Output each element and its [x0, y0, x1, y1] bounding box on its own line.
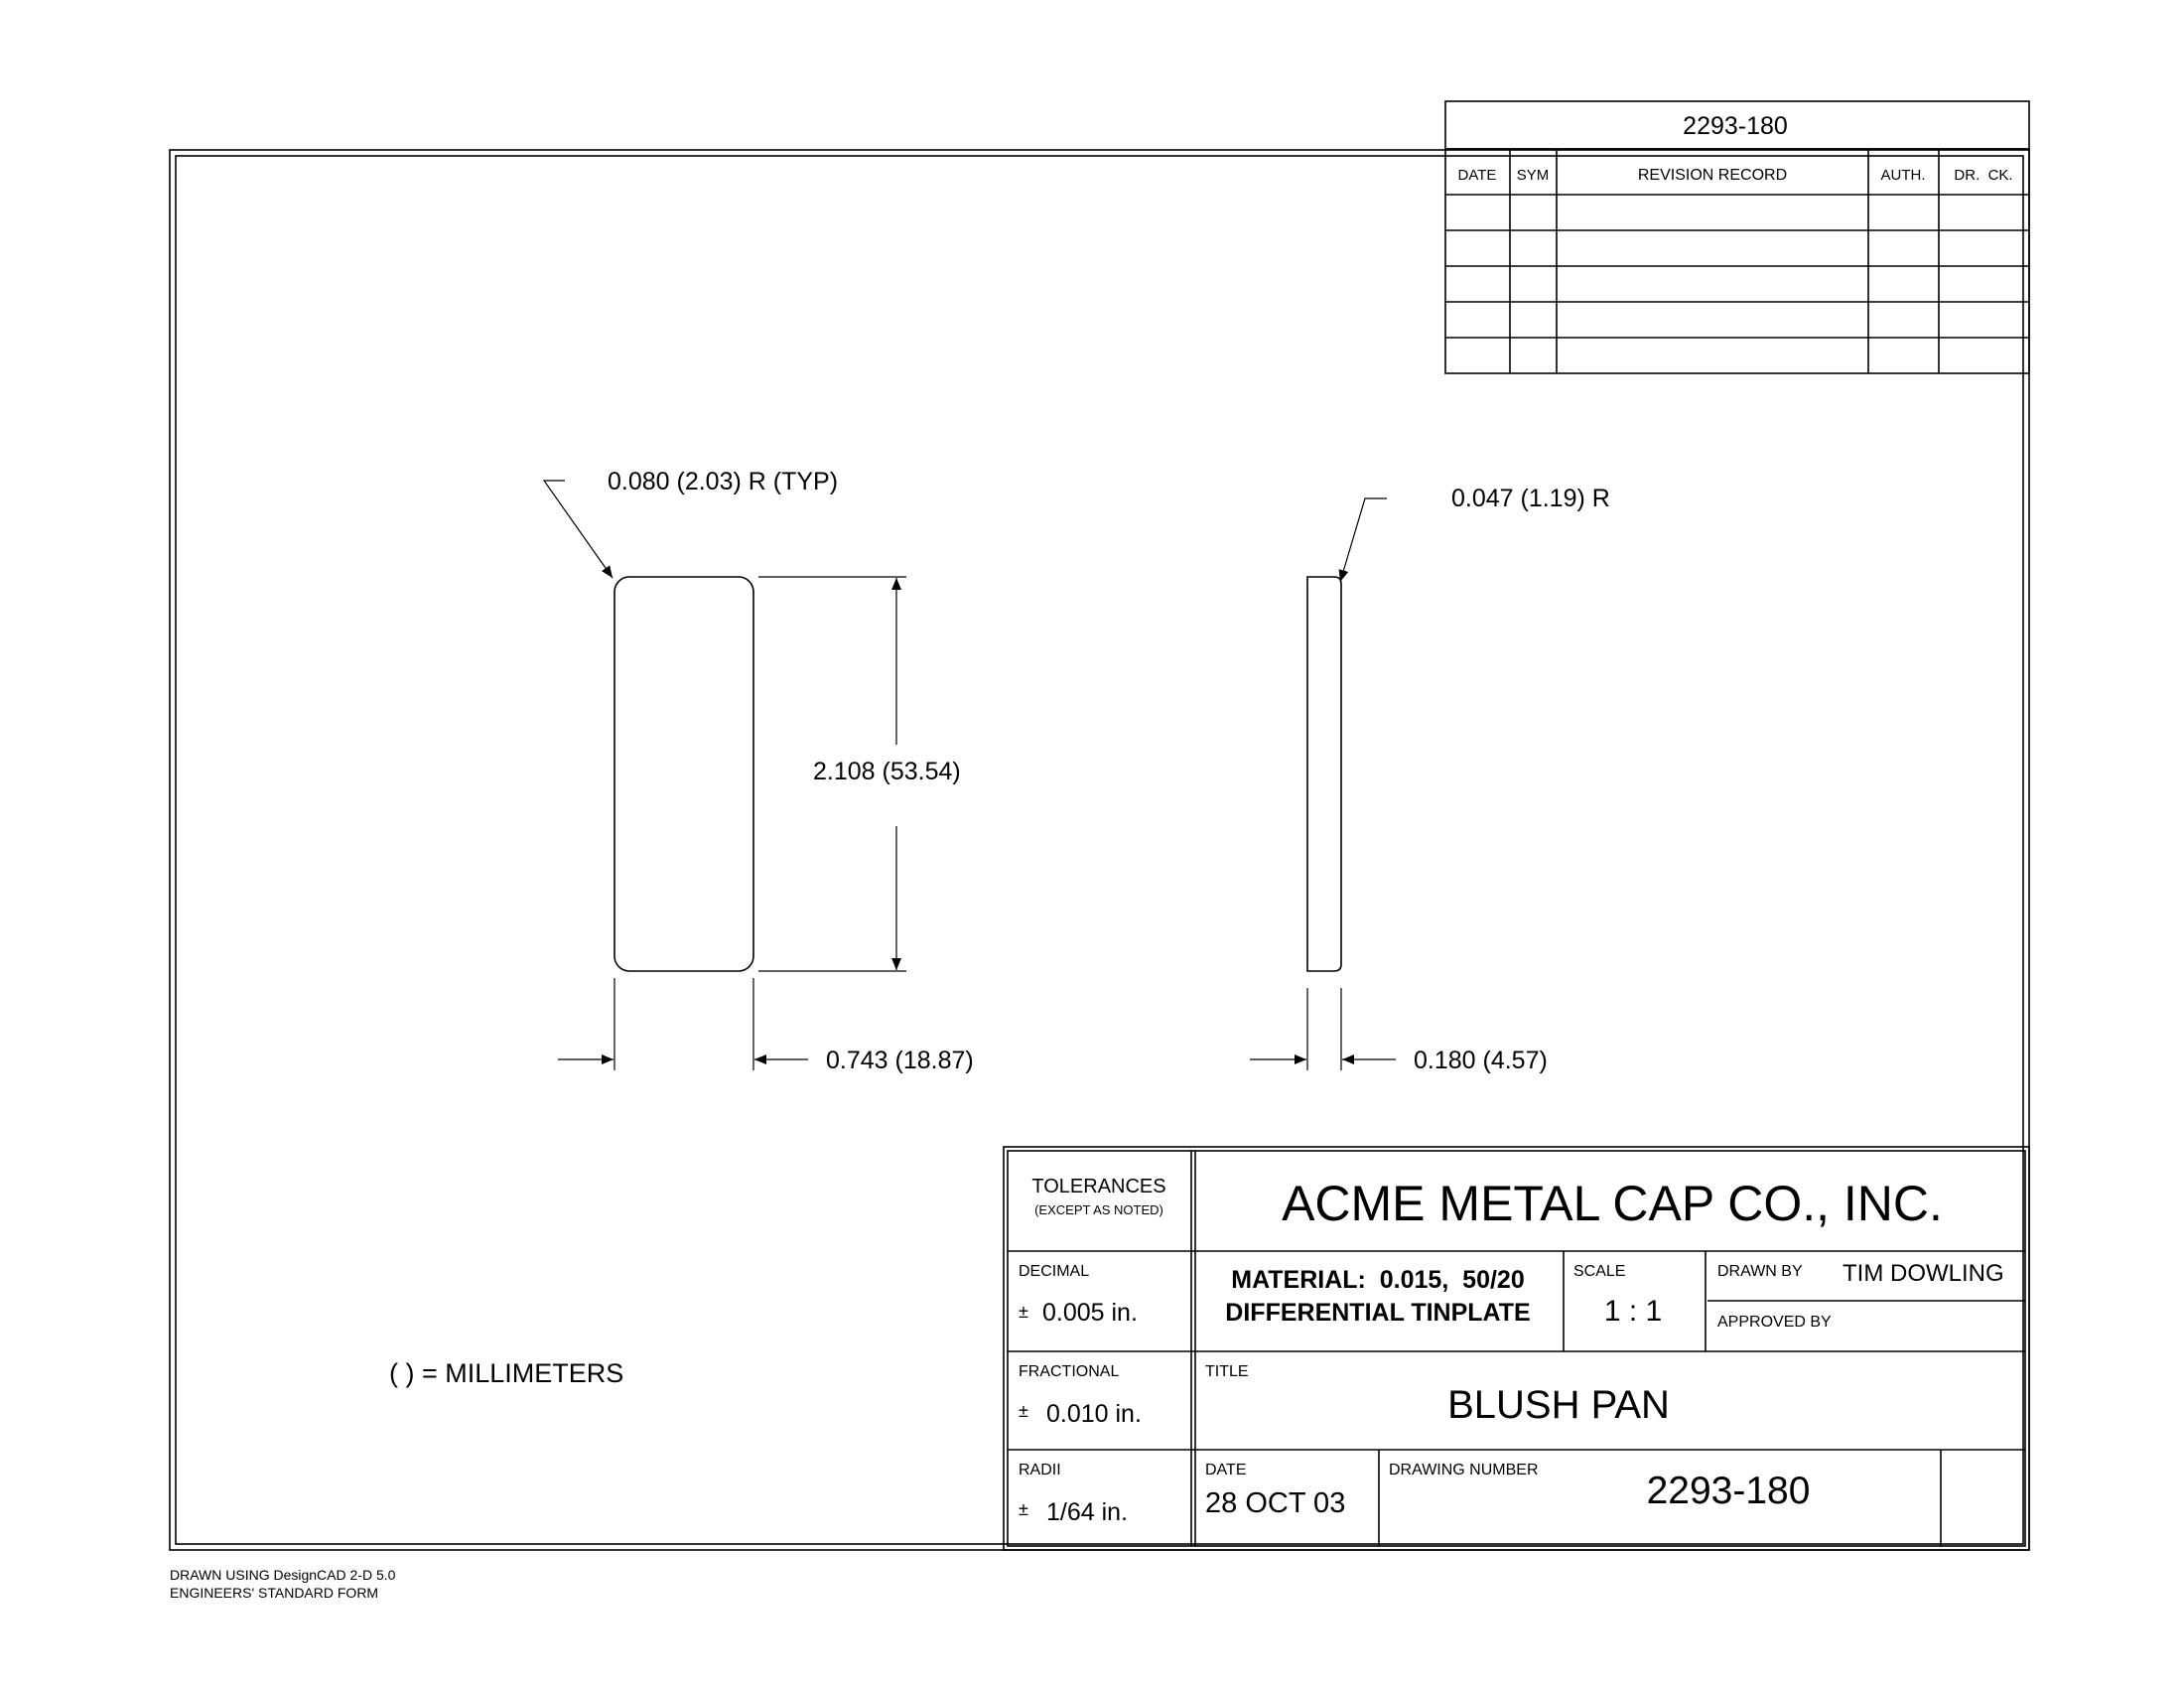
- drawn-by-label: DRAWN BY: [1717, 1263, 1803, 1280]
- except-as-noted: (EXCEPT AS NOTED): [1034, 1202, 1163, 1217]
- rev-header-date: DATE: [1457, 167, 1497, 184]
- material-line-1: MATERIAL: 0.015, 50/20: [1231, 1266, 1525, 1294]
- fractional-plus-minus: ±: [1019, 1401, 1028, 1421]
- rev-header-record: REVISION RECORD: [1637, 167, 1788, 184]
- side-radius-note: 0.047 (1.19) R: [1451, 485, 1610, 512]
- drawing-title: BLUSH PAN: [1447, 1383, 1670, 1427]
- radii-tolerance: 1/64 in.: [1046, 1498, 1129, 1526]
- material-line-2: DIFFERENTIAL TINPLATE: [1225, 1299, 1531, 1327]
- approved-by-label: APPROVED BY: [1717, 1314, 1832, 1331]
- drawn-by-name: TIM DOWLING: [1843, 1260, 2004, 1287]
- sheet-border: [170, 150, 2029, 1550]
- units-note: ( ) = MILLIMETERS: [389, 1358, 624, 1388]
- drawing-number: 2293-180: [1646, 1470, 1811, 1512]
- rev-header-auth: AUTH.: [1880, 167, 1926, 184]
- radii-label: RADII: [1019, 1462, 1061, 1478]
- radii-plus-minus: ±: [1019, 1499, 1028, 1519]
- rev-header-sym: SYM: [1516, 167, 1550, 184]
- decimal-label: DECIMAL: [1019, 1263, 1090, 1280]
- date-label: DATE: [1205, 1462, 1247, 1478]
- corner-radius-note: 0.080 (2.03) R (TYP): [608, 468, 839, 495]
- company-name: ACME METAL CAP CO., INC.: [1282, 1176, 1943, 1231]
- drawing-date: 28 OCT 03: [1205, 1487, 1346, 1519]
- width-dimension: 0.743 (18.87): [826, 1047, 974, 1074]
- scale-value: 1 : 1: [1603, 1295, 1663, 1328]
- rev-header-drck: DR. CK.: [1954, 167, 2013, 184]
- front-view: [544, 468, 974, 1074]
- corner-radius-leader: [544, 481, 613, 578]
- side-view-outline: [1307, 577, 1341, 971]
- revision-block: [1445, 101, 2029, 373]
- title-block: [1004, 1147, 2029, 1550]
- revision-number: 2293-180: [1683, 112, 1788, 140]
- drawing-number-label: DRAWING NUMBER: [1389, 1462, 1539, 1478]
- thickness-dimension: 0.180 (4.57): [1414, 1047, 1548, 1074]
- fractional-tolerance: 0.010 in.: [1046, 1400, 1142, 1428]
- decimal-plus-minus: ±: [1019, 1302, 1028, 1322]
- height-dimension: 2.108 (53.54): [813, 758, 961, 785]
- title-label: TITLE: [1205, 1363, 1249, 1380]
- side-radius-leader: [1340, 498, 1387, 582]
- decimal-tolerance: 0.005 in.: [1042, 1299, 1138, 1327]
- scale-label: SCALE: [1573, 1263, 1626, 1280]
- tolerances-label: TOLERANCES: [1031, 1176, 1166, 1197]
- front-view-outline: [614, 577, 753, 971]
- side-view: [1250, 485, 1610, 1074]
- fractional-label: FRACTIONAL: [1019, 1363, 1120, 1380]
- footer-form-note: ENGINEERS' STANDARD FORM: [170, 1585, 379, 1601]
- footer-software-note: DRAWN USING DesignCAD 2-D 5.0: [170, 1567, 396, 1583]
